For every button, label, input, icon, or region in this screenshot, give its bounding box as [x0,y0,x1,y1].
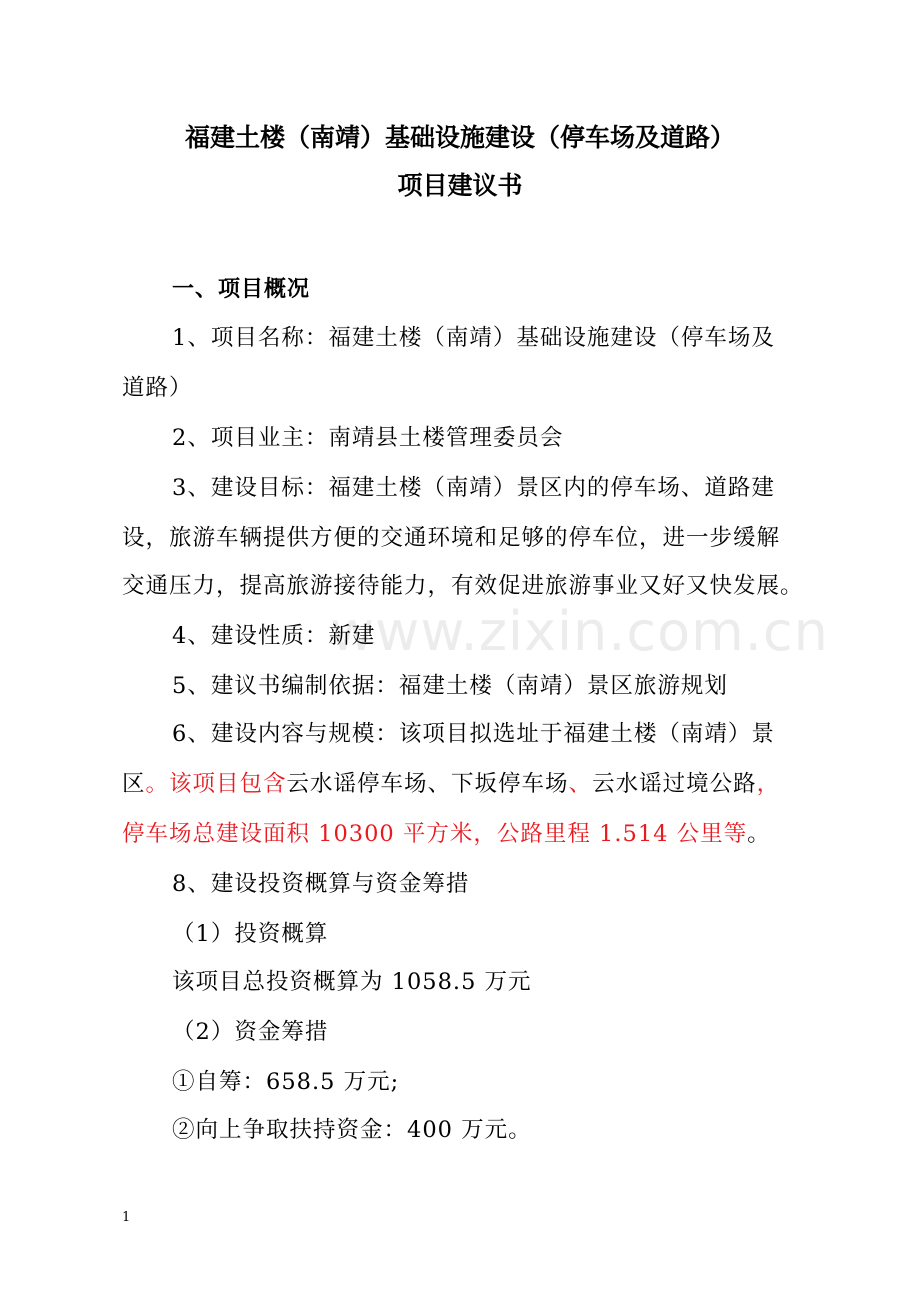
highlight-text: 、 [568,771,593,797]
highlight-text: 。该项目包含 [145,771,287,797]
fund-raising-heading: （2）资金筹措 [172,1019,329,1045]
document-title: 福建土楼（南靖）基础设施建设（停车场及道路） [184,123,735,152]
project-name: 1、项目名称：福建土楼（南靖）基础设施建设（停车场及 [172,325,775,351]
text-segment: 云水谣停车场、下坂停车场 [286,771,569,797]
content-scale: 6、建设内容与规模：该项目拟选址于福建土楼（南靖）景 [172,721,775,747]
page-number: 1 [122,1210,131,1225]
project-owner: 2、项目业主：南靖县土楼管理委员会 [172,425,564,451]
highlight-text: 停车场总建设面积 10300 平方米，公路里程 1.514 公里等 [122,821,748,847]
document-subtitle: 项目建议书 [397,171,523,200]
compilation-basis: 5、建议书编制依据：福建土楼（南靖）景区旅游规划 [172,673,728,699]
content-scale-cont2 [122,816,771,848]
text-segment: 。 [747,821,771,847]
self-funding: ①自筹：658.5 万元; [172,1069,400,1095]
construction-goal-cont2: 交通压力，提高旅游接待能力，有效促进旅游事业又好又快发展。 [122,573,804,599]
content-scale-cont1 [122,766,780,798]
watermark: www.zixin.com.cn [330,600,829,663]
investment-heading: 8、建设投资概算与资金筹措 [172,871,470,897]
construction-nature: 4、建设性质：新建 [172,623,376,649]
construction-goal-cont1: 设，旅游车辆提供方便的交通环境和足够的停车位，进一步缓解 [122,525,781,551]
highlight-text: ， [756,771,781,797]
section-heading: 一、项目概况 [172,277,311,302]
project-name-cont: 道路） [122,375,193,401]
text-segment: 区 [122,771,146,797]
investment-estimate-text: 该项目总投资概算为 1058.5 万元 [172,969,532,995]
investment-estimate-heading: （1）投资概算 [172,921,329,947]
construction-goal: 3、建设目标：福建土楼（南靖）景区内的停车场、道路建 [172,475,775,501]
external-funding: ②向上争取扶持资金：400 万元。 [172,1117,532,1143]
text-segment: 云水谣过境公路 [592,771,757,797]
